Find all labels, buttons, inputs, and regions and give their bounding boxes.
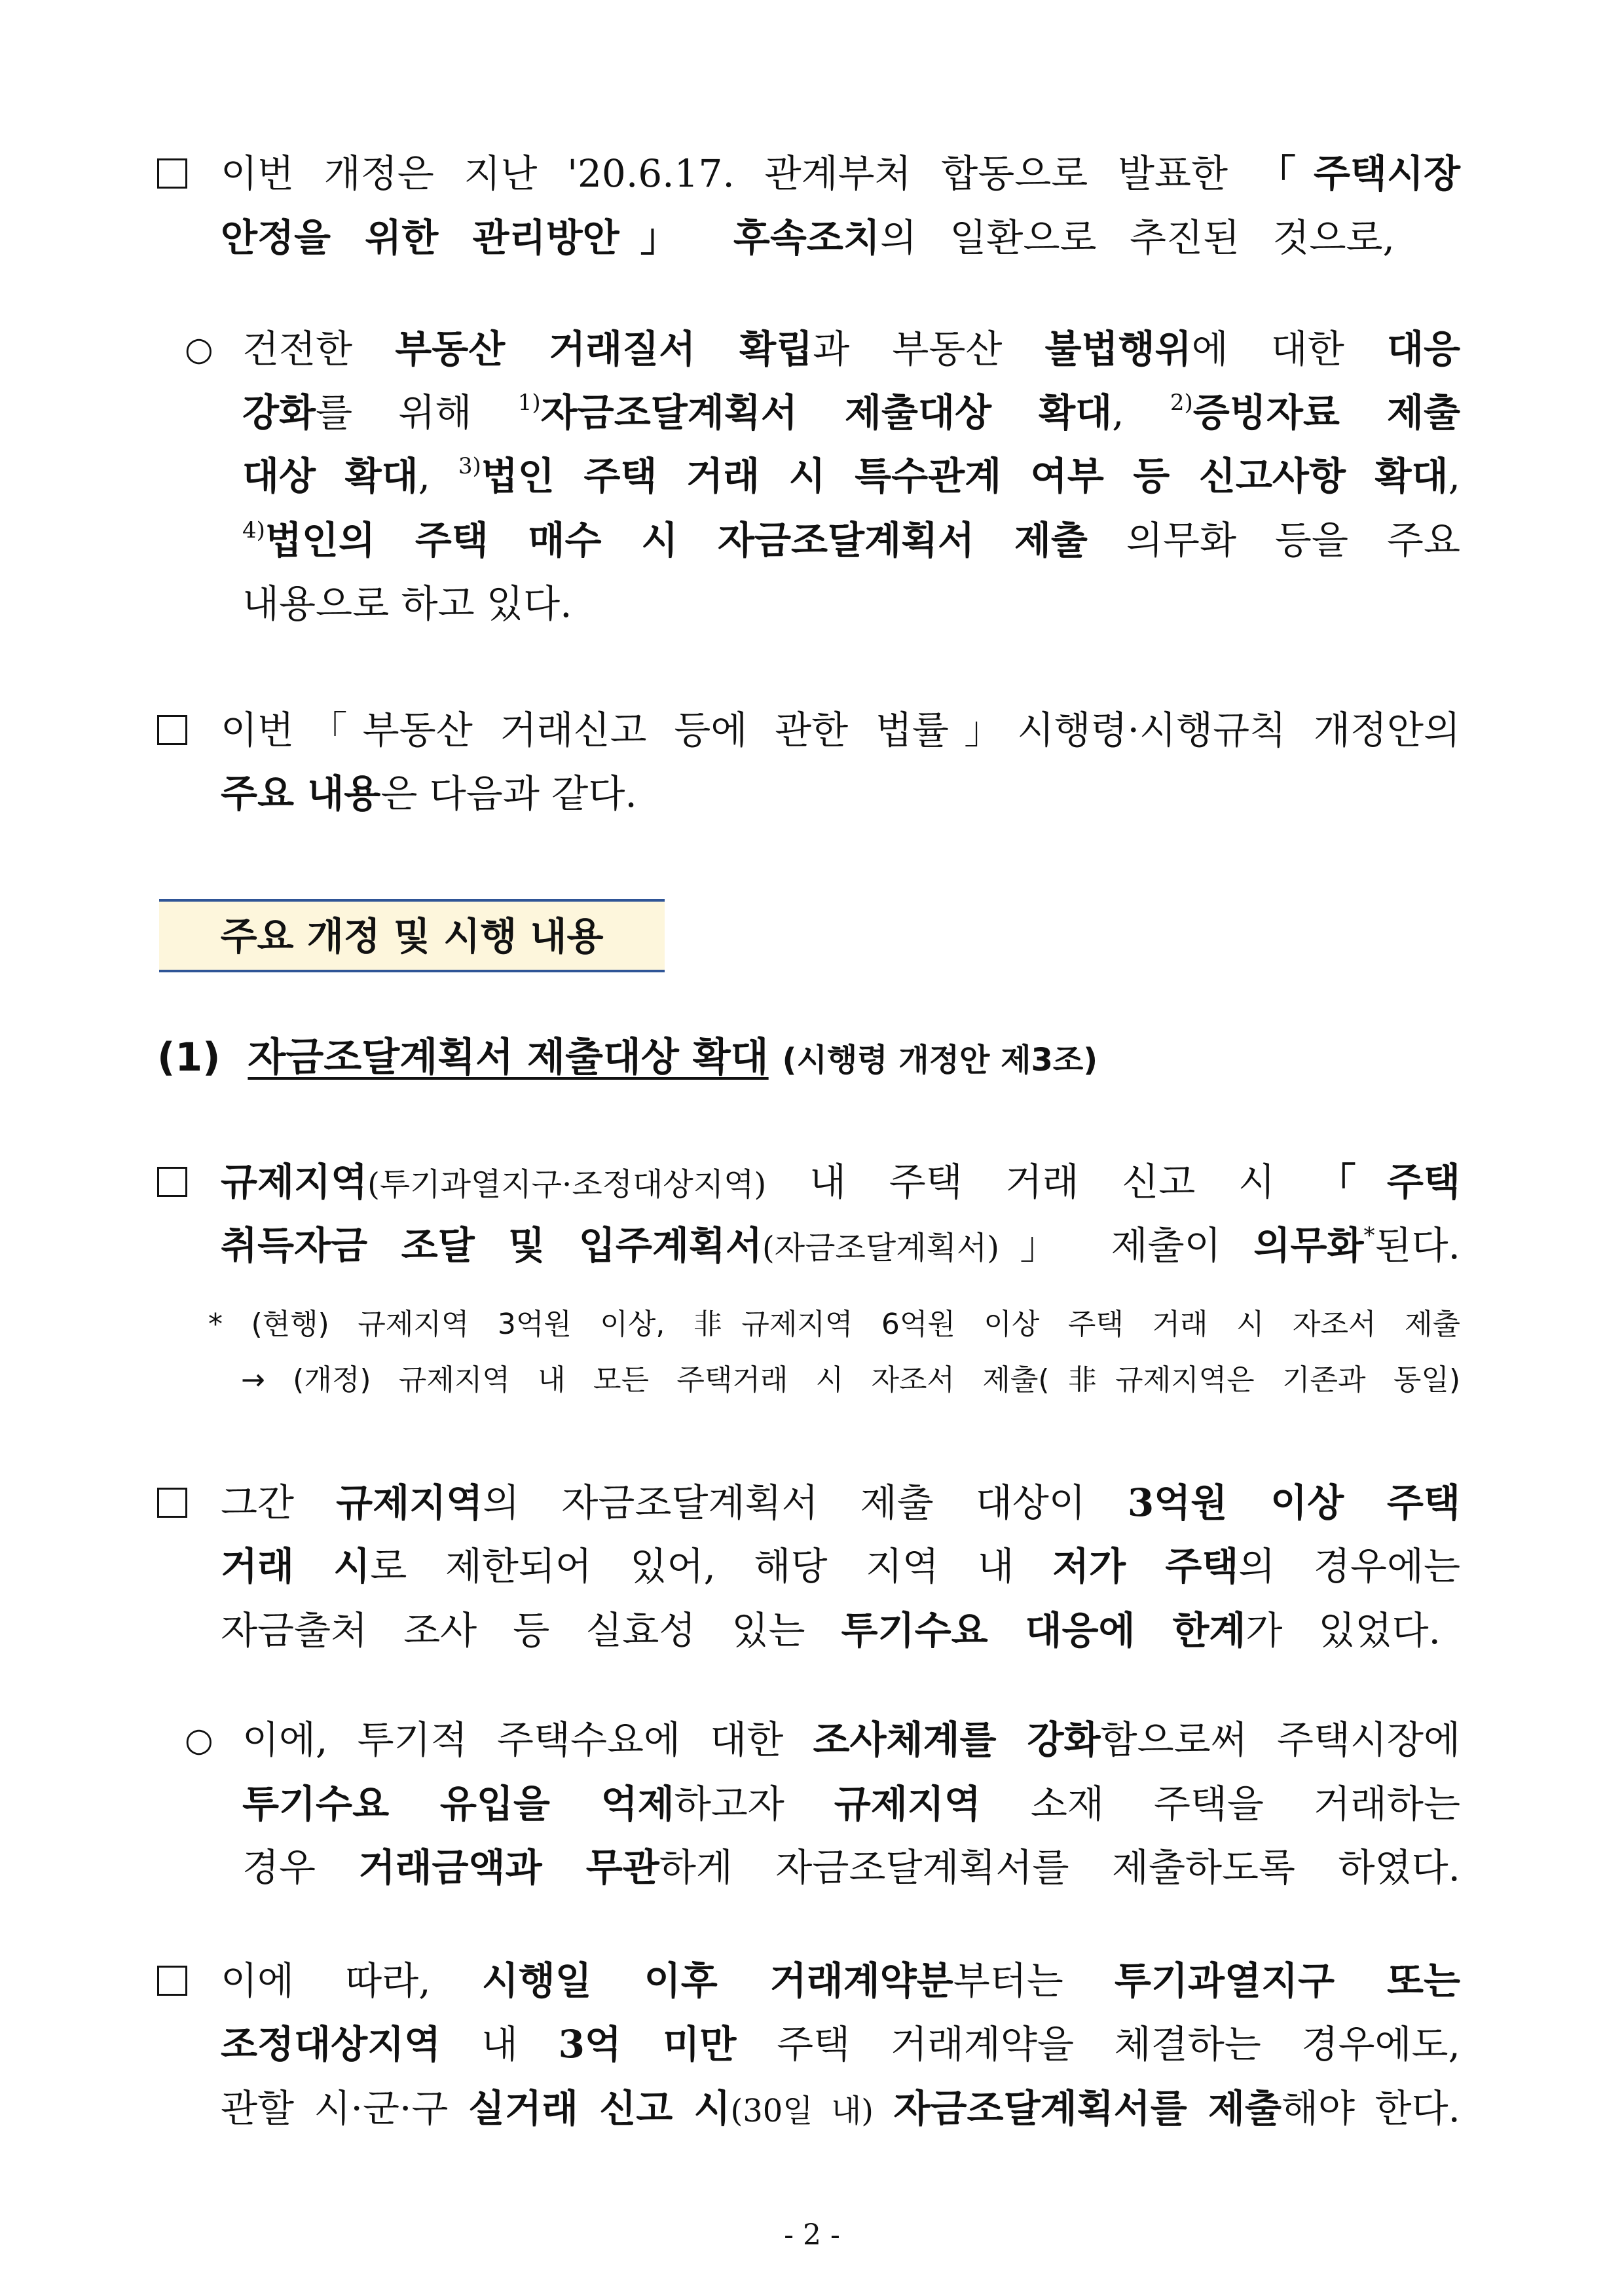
square-bullet-icon [157,1488,187,1518]
subitem-line-3: 경우 거래금액과 무관하게 자금조달계획서를 제출하도록 하였다. [242,1845,1460,1890]
subitem-line-3: 대상 확대, $^{3)}$법인 주택 거래 시 특수관계 여부 등 신고사항 확대, [242,453,1460,498]
circle-bullet-icon: ○ [185,1721,213,1759]
subitem-line-1: 이에, 투기적 주택수요에 대한 조사체계를 강화함으로써 주택시장에 [242,1717,1460,1762]
paragraph-2-line-2: 주요 내용은 다음과 같다. [221,771,637,816]
paragraph-4-line-3: 자금출처 조사 등 실효성 있는 투기수요 대응에 한계가 있었다. [221,1608,1441,1653]
square-bullet-icon [157,1167,187,1197]
paragraph-3-line-2: 취득자금 조달 및 입주계획서(자금조달계획서)」 제출이 의무화*된다. [221,1222,1460,1268]
subitem-line-5: 내용으로 하고 있다. [242,581,572,626]
paragraph-3-line-1: 규제지역(투기과열지구·조정대상지역) 내 주택 거래 신고 시 「주택 [221,1160,1460,1204]
paragraph-4-line-2: 거래 시로 제한되어 있어, 해당 지역 내 저가 주택의 경우에는 [221,1544,1460,1588]
section-reference: (시행령 개정안 제3조) [782,1042,1098,1078]
paragraph-4-line-1: 그간 규제지역의 자금조달계획서 제출 대상이 3억원 이상 주택 [221,1480,1460,1525]
section-number: (1) [157,1035,221,1080]
paragraph-1-line-1: 이번 개정은 지난 '20.6.17. 관계부처 합동으로 발표한 「주택시장 [221,151,1460,196]
footnote-line-1: * (현행) 규제지역 3억원 이상, 非규제지역 6억원 이상 주택 거래 시 자조서 제출 [208,1308,1460,1341]
paragraph-5-line-2: 조정대상지역 내 3억 미만 주택 거래계약을 체결하는 경우에도, [221,2022,1460,2066]
subitem-line-4: $^{4)}$법인의 주택 매수 시 자금조달계획서 제출 의무화 등을 주요 [242,517,1460,562]
square-bullet-icon [157,158,187,189]
section-1-title [157,1031,1098,1086]
subitem-line-2: 강화를 위해 $^{1)}$자금조달계획서 제출대상 확대, $^{2)}$증빙자료 제출 [242,390,1460,435]
paragraph-5-line-3: 관할 시·군·구 실거래 신고 시(30일 내) 자금조달계획서를 제출해야 한다. [221,2086,1460,2131]
square-bullet-icon [157,715,187,745]
square-bullet-icon [157,1966,187,1996]
section-title-text: 자금조달계획서 제출대상 확대 [248,1035,769,1080]
footnote-line-2: → (개정) 규제지역 내 모든 주택거래 시 자조서 제출(非규제지역은 기존과 동일) [241,1363,1460,1397]
paragraph-5-line-1: 이에 따라, 시행일 이후 거래계약분부터는 투기과열지구 또는 [221,1958,1460,2003]
section-heading-box [159,899,665,972]
paragraph-2-line-1: 이번「부동산 거래신고 등에 관한 법률」시행령·시행규칙 개정안의 [221,708,1460,752]
section-heading-text: 주요 개정 및 시행 내용 [220,914,604,959]
circle-bullet-icon: ○ [185,330,213,368]
paragraph-1-line-2: 안정을 위한 관리방안」 후속조치의 일환으로 추진된 것으로, [221,215,1395,260]
page-number: - 2 - [784,2218,840,2252]
subitem-line-1: 건전한 부동산 거래질서 확립과 부동산 불법행위에 대한 대응 [242,327,1460,371]
subitem-line-2: 투기수요 유입을 억제하고자 규제지역 소재 주택을 거래하는 [242,1782,1460,1826]
